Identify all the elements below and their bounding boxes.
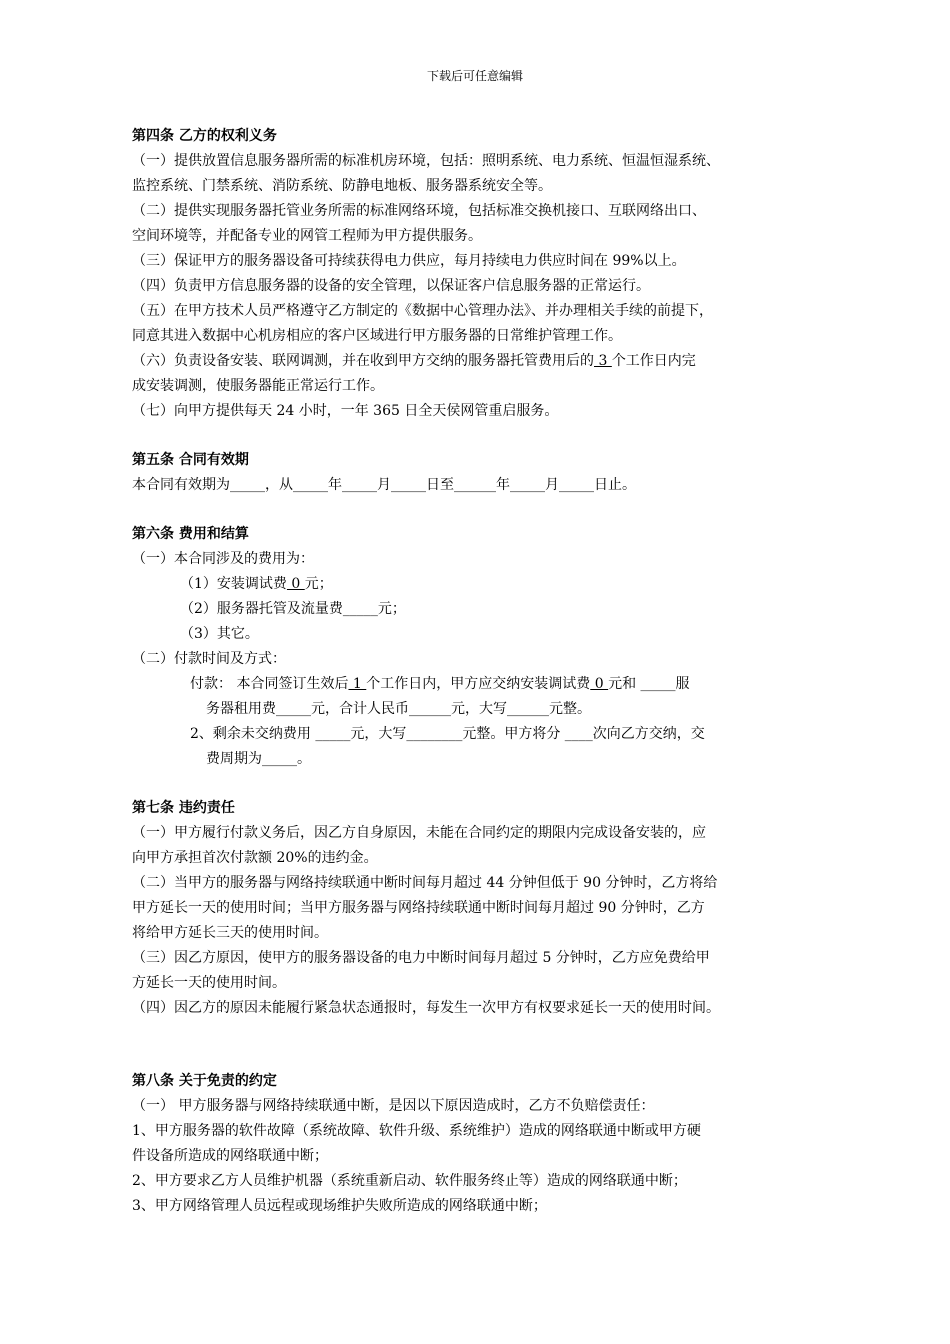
payment-days-value: 1 (348, 676, 367, 692)
s6-line-7: 务器租用费_____元，合计人民币______元，大写______元整。 (206, 701, 591, 717)
section-4 (132, 124, 832, 424)
s7-line-7: 方延长一天的使用时间。 (132, 975, 286, 991)
s6-line-8: 2、剩余未交纳费用 _____元，大写________元整。甲方将分 ____次向乙方交纳，交 (190, 726, 705, 742)
payment-text-e: 元和 _____服 (608, 676, 690, 692)
section-4-title: 第四条 乙方的权利义务 (132, 128, 277, 144)
install-fee-unit: 元； (304, 576, 333, 592)
document-body (132, 124, 832, 1219)
s8-line-3: 件设备所造成的网络联通中断； (132, 1148, 328, 1164)
work-days-value: 3 (594, 353, 612, 369)
s6-line-9: 费周期为_____。 (206, 751, 311, 767)
s7-line-8: （四）因乙方的原因未能履行紧急状态通报时，每发生一次甲方有权要求延长一天的使用时间。 (132, 1000, 720, 1016)
section-5-title: 第五条 合同有效期 (132, 452, 249, 468)
install-fee-value: 0 (286, 576, 305, 592)
s6-line-6 (132, 672, 832, 697)
s7-line-5: 将给甲方延长三天的使用时间。 (132, 925, 328, 941)
page-header: 下载后可任意编辑 (426, 69, 523, 83)
section-8-title: 第八条 关于免责的约定 (132, 1073, 277, 1089)
s8-line-4: 2、甲方要求乙方人员维护机器（系统重新启动、软件服务终止等）造成的网络联通中断； (132, 1173, 687, 1189)
s7-line-2: 向甲方承担首次付款额 20%的违约金。 (132, 850, 378, 866)
section-7 (132, 796, 832, 1021)
payment-install-fee-value: 0 (590, 676, 609, 692)
s4-line-4: 空间环境等，并配备专业的网管工程师为甲方提供服务。 (132, 228, 482, 244)
section-7-title: 第七条 违约责任 (132, 800, 235, 816)
payment-text-c: 个工作日内，甲方应交纳安装调试费 (366, 676, 591, 692)
s4-line-3: （二）提供实现服务器托管业务所需的标准网络环境，包括标准交换机接口、互联网络出口、 (132, 203, 706, 219)
s4-line-2: 监控系统、门禁系统、消防系统、防静电地板、服务器系统安全等。 (132, 178, 552, 194)
s4-line-8: 同意其进入数据中心机房相应的客户区域进行甲方服务器的日常维护管理工作。 (132, 328, 622, 344)
s7-line-1: （一）甲方履行付款义务后，因乙方自身原因，未能在合同约定的期限内完成设备安装的，应 (132, 825, 706, 841)
s4-line-9-text-a: （六）负责设备安装、联网调测，并在收到甲方交纳的服务器托管费用后的 (132, 353, 594, 369)
s6-line-2 (132, 572, 832, 597)
s4-line-9-text-c: 个工作日内完 (611, 353, 696, 369)
section-8 (132, 1069, 832, 1219)
s5-line-1: 本合同有效期为_____，从_____年_____月_____日至______年_____月_____日止。 (132, 477, 636, 493)
s4-line-1: （一）提供放置信息服务器所需的标准机房环境，包括：照明系统、电力系统、恒温恒湿系统、 (132, 153, 720, 169)
s4-line-11: （七）向甲方提供每天 24 小时，一年 365 日全天侯网管重启服务。 (132, 403, 559, 419)
section-5 (132, 448, 832, 498)
s7-line-6: （三）因乙方原因，使甲方的服务器设备的电力中断时间每月超过 5 分钟时，乙方应免费给甲 (132, 950, 710, 966)
s4-line-7: （五）在甲方技术人员严格遵守乙方制定的《数据中心管理办法》、并办理相关手续的前提下， (132, 303, 713, 319)
s8-line-2: 1、甲方服务器的软件故障（系统故障、软件升级、系统维护）造成的网络联通中断或甲方硬 (132, 1123, 701, 1139)
s7-line-4: 甲方延长一天的使用时间；当甲方服务器与网络持续联通中断时间每月超过 90 分钟时，乙方 (132, 900, 705, 916)
s6-line-5: （二）付款时间及方式： (132, 651, 286, 667)
s4-line-5: （三）保证甲方的服务器设备可持续获得电力供应，每月持续电力供应时间在 99%以上。 (132, 253, 686, 269)
s4-line-10: 成安装调测，使服务器能正常运行工作。 (132, 378, 384, 394)
section-6-title: 第六条 费用和结算 (132, 526, 249, 542)
s8-line-1: （一） 甲方服务器与网络持续联通中断，是因以下原因造成时，乙方不负赔偿责任： (132, 1098, 655, 1114)
section-6 (132, 522, 832, 772)
s6-line-3: （2）服务器托管及流量费_____元； (180, 601, 406, 617)
s7-line-3: （二）当甲方的服务器与网络持续联通中断时间每月超过 44 分钟但低于 90 分钟时，乙方将给 (132, 875, 718, 891)
install-fee-label: （1）安装调试费 (180, 576, 287, 592)
s6-line-4: （3）其它。 (180, 626, 259, 642)
s8-line-5: 3、甲方网络管理人员远程或现场维护失败所造成的网络联通中断； (132, 1198, 547, 1214)
s4-line-6: （四）负责甲方信息服务器的设备的安全管理，以保证客户信息服务器的正常运行。 (132, 278, 650, 294)
s6-line-1: （一）本合同涉及的费用为： (132, 551, 314, 567)
payment-text-a: 付款： 本合同签订生效后 (190, 676, 349, 692)
s4-line-9 (132, 349, 832, 374)
